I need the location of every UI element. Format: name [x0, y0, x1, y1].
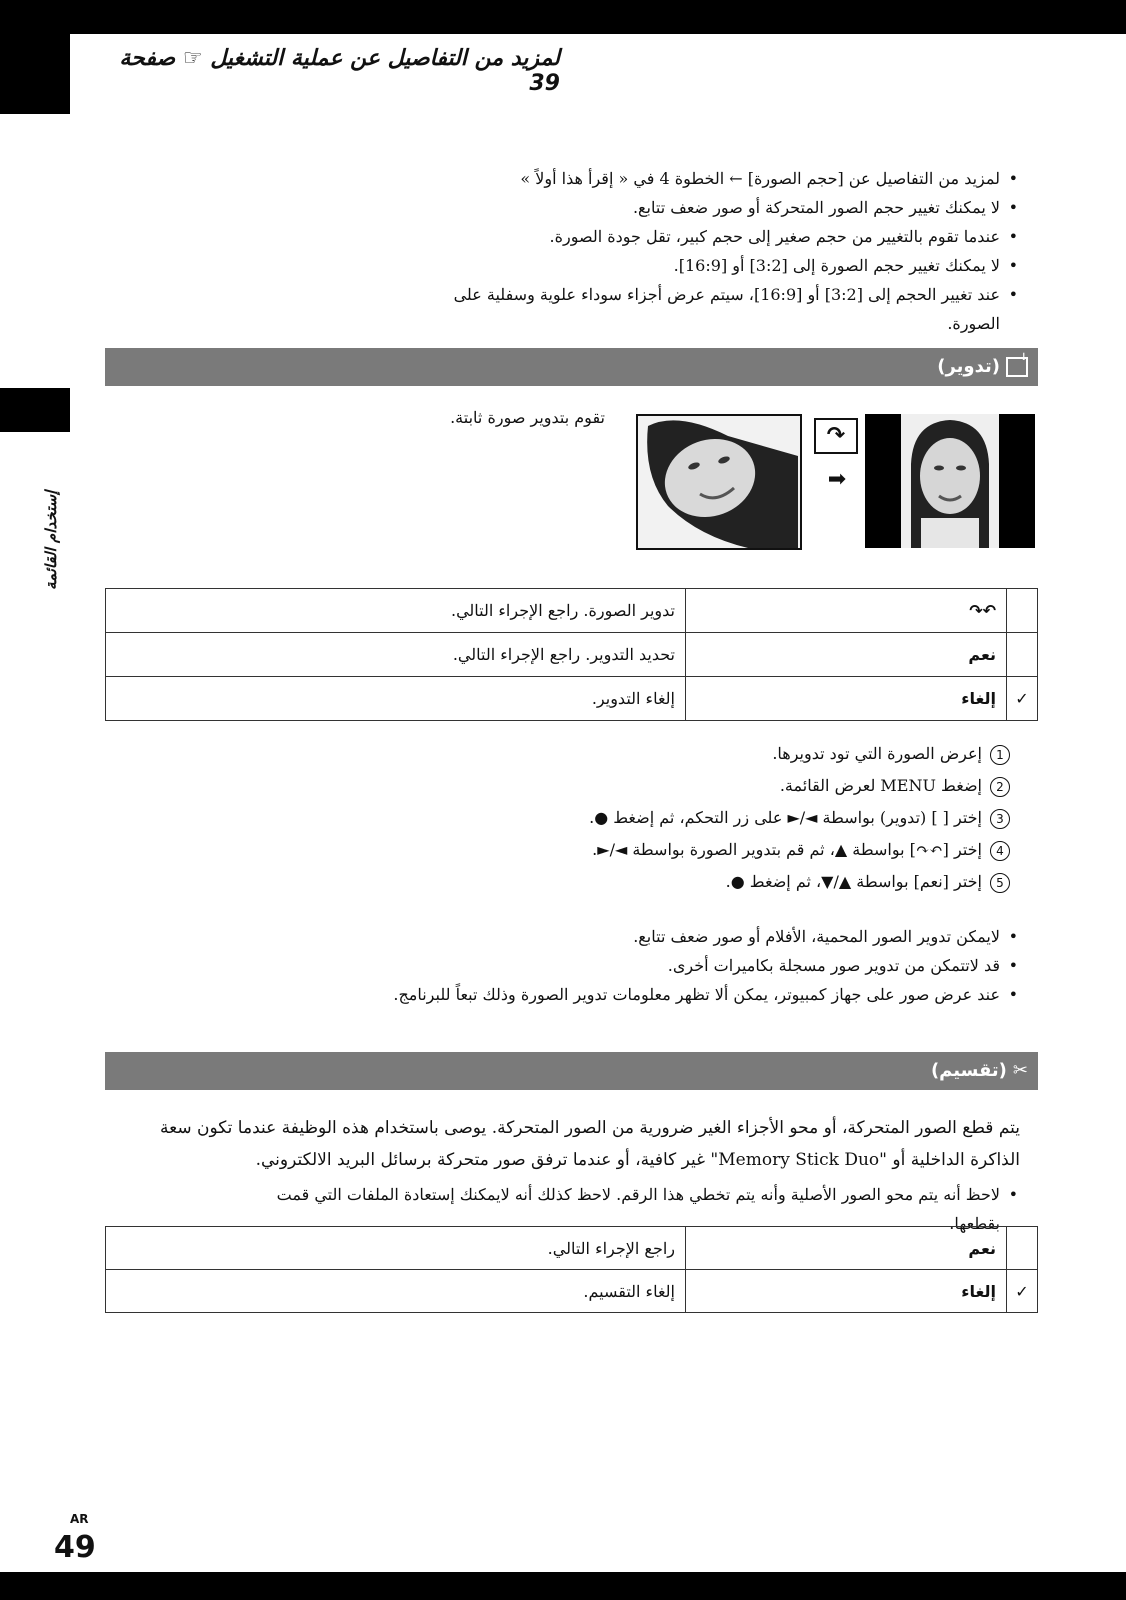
table-row	[106, 677, 1038, 721]
side-label	[42, 450, 66, 590]
note-item: • لمزيد من التفاصيل عن [حجم الصورة] ← الخطوة 4 في « إقرأ هذا أولاً »	[400, 164, 1020, 193]
divide-options-table	[105, 1226, 1038, 1313]
option-desc: إلغاء التقسيم.	[106, 1270, 686, 1313]
option-key[interactable]: إلغاء	[686, 677, 1007, 721]
note-item: • قد لاتتمكن من تدوير صور مسجلة بكاميرات أخرى.	[340, 951, 1020, 980]
step-text: إختر [نعم] بواسطة ▲/▼، ثم إضغط ●.	[725, 872, 982, 891]
option-key[interactable]: ↶↷	[686, 589, 1007, 633]
divide-section-header	[105, 1052, 1038, 1090]
language-code: AR	[70, 1512, 89, 1526]
table-row	[106, 633, 1038, 677]
note-item: • لايمكن تدوير الصور المحمية، الأفلام أو صور ضعف تتابع.	[340, 922, 1020, 951]
top-corner-block	[0, 0, 70, 114]
option-key[interactable]: إلغاء	[686, 1270, 1007, 1313]
option-desc: إلغاء التدوير.	[106, 677, 686, 721]
table-row	[106, 589, 1038, 633]
step-item	[300, 834, 1010, 866]
divide-paragraph: يتم قطع الصور المتحركة، أو محو الأجزاء الغير ضرورية من الصور المتحركة. يوصى باستخدام هذه الوظيفة عندما تكون سعة الذاكرة الداخلية أو "Memory Stick Duo" غير كافية، أو عندما ترفق صور متحركة برسائل البريد الالكتروني.	[160, 1118, 1020, 1170]
check-icon: ✓	[1007, 1270, 1038, 1313]
scissors-icon: ✂	[1012, 1060, 1028, 1081]
step-number: 2	[990, 777, 1010, 797]
step-text: إعرض الصورة التي تود تدويرها.	[772, 744, 982, 763]
step-item	[300, 738, 1010, 770]
step-number: 5	[990, 873, 1010, 893]
rotate-section-header	[105, 348, 1038, 386]
bottom-bar	[0, 1572, 1126, 1600]
note-item: • لاحظ أنه يتم محو الصور الأصلية وأنه يتم تخطي هذا الرقم. لاحظ كذلك أنه لايمكنك إستعادة الملفات التي قمت بقطعها.	[240, 1180, 1020, 1238]
table-row	[106, 1227, 1038, 1270]
option-desc: تحديد التدوير. راجع الإجراء التالي.	[106, 633, 686, 677]
arrow-right-icon: ➡	[827, 467, 847, 492]
table-row	[106, 1270, 1038, 1313]
check-cell	[1007, 633, 1038, 677]
rotate-steps	[300, 738, 1010, 898]
option-key[interactable]: نعم	[686, 633, 1007, 677]
divide-section-title: (تقسيم)	[930, 1060, 1007, 1081]
step-item	[300, 770, 1010, 802]
step-text: إضغط MENU لعرض القائمة.	[779, 776, 982, 795]
photo-frame	[901, 414, 999, 548]
note-item: • عند عرض صور على جهاز كمبيوتر، يمكن ألا تظهر معلومات تدوير الصورة وذلك تبعاً للبرنامج.	[340, 980, 1020, 1009]
rotate-section-title: (تدوير)	[937, 356, 1000, 377]
face-upright-illustration	[901, 414, 999, 548]
step-text: إختر [↶↷] بواسطة ▲، ثم قم بتدوير الصورة بواسطة ◄/►.	[592, 840, 982, 859]
note-item: • عندما تقوم بالتغيير من حجم صغير إلى حجم كبير، تقل جودة الصورة.	[400, 222, 1020, 251]
rotated-photo	[636, 414, 802, 550]
option-desc: راجع الإجراء التالي.	[106, 1227, 686, 1270]
step-item	[300, 866, 1010, 898]
page-header: لمزيد من التفاصيل عن عملية التشغيل ☞ صفحة 39	[119, 46, 560, 96]
image-size-notes	[400, 164, 1020, 338]
side-tab-block	[0, 388, 70, 432]
original-photo	[865, 414, 1035, 548]
page-number: 49	[54, 1530, 96, 1565]
check-cell	[1007, 1227, 1038, 1270]
rotate-notes	[340, 922, 1020, 1009]
option-desc: تدوير الصورة. راجع الإجراء التالي.	[106, 589, 686, 633]
step-text: إختر [ ] (تدوير) بواسطة ◄/► على زر التحكم، ثم إضغط ●.	[589, 808, 982, 827]
side-label-text: إستخدام القائمة	[42, 490, 60, 590]
rotate-symbol-icon: ↷	[814, 418, 858, 454]
face-rotated-illustration	[638, 416, 800, 548]
rotate-icon: ↓	[1006, 357, 1028, 377]
check-icon: ✓	[1007, 677, 1038, 721]
step-number: 1	[990, 745, 1010, 765]
step-number: 4	[990, 841, 1010, 861]
check-cell	[1007, 589, 1038, 633]
note-item: • لا يمكنك تغيير حجم الصور المتحركة أو صور ضعف تتابع.	[400, 193, 1020, 222]
note-item: • عند تغيير الحجم إلى [3:2] أو [16:9]، سيتم عرض أجزاء سوداء علوية وسفلية على الصورة.	[400, 280, 1020, 338]
rotate-options-table	[105, 588, 1038, 721]
top-bar	[0, 0, 1126, 34]
rotate-intro: تقوم بتدوير صورة ثابتة.	[450, 408, 605, 427]
step-item	[300, 802, 1010, 834]
option-key[interactable]: نعم	[686, 1227, 1007, 1270]
note-item: • لا يمكنك تغيير حجم الصورة إلى [3:2] أو [16:9].	[400, 251, 1020, 280]
step-number: 3	[990, 809, 1010, 829]
